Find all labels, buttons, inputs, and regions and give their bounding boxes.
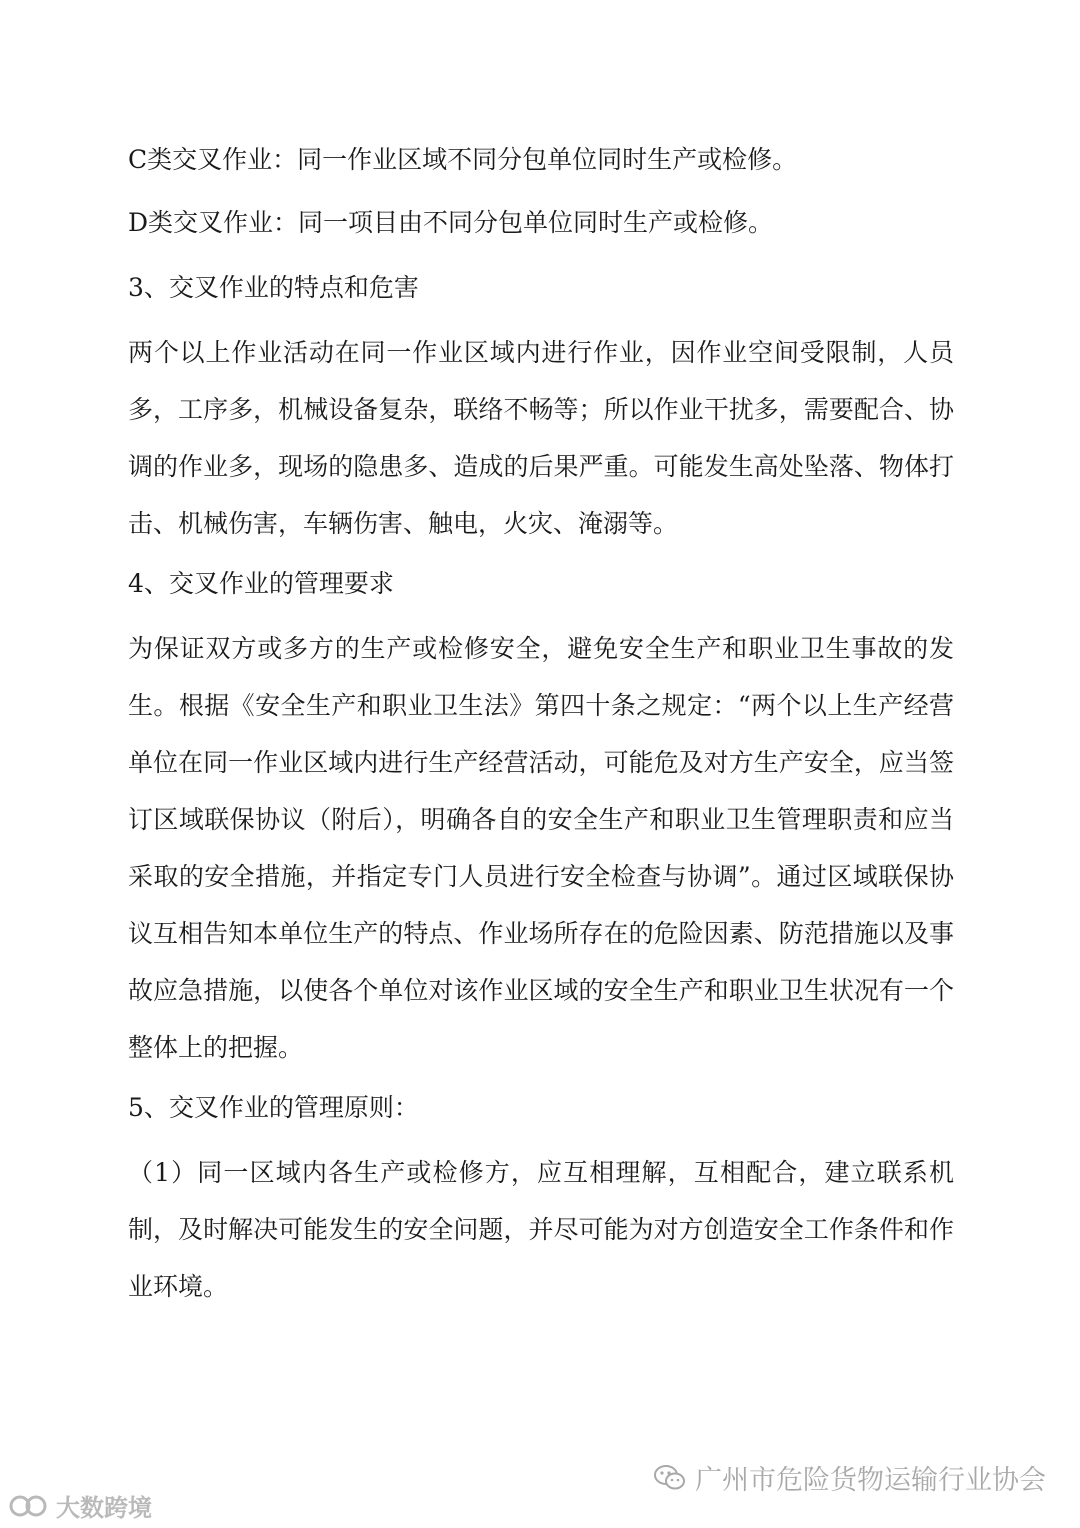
wechat-icon [653, 1461, 687, 1495]
footer-logo-text: 大数跨境 [56, 1494, 152, 1522]
paragraph-management-requirements: 为保证双方或多方的生产或检修安全，避免安全生产和职业卫生事故的发生。根据《安全生产和职业卫生法》第四十条之规定：“两个以上生产经营单位在同一作业区域内进行生产经营活动，可能危及对方生产安全，应当签订区域联保协议（附后），明确各自的安全生产和职业卫生管理职责和应当采取的安全措施，并指定专门人员进行安全检查与协调”。通过区域联保协议互相告知本单位生产的特点、作业场所存在的危险因素、防范措施以及事故应急措施，以使各个单位对该作业区域的安全生产和职业卫生状况有一个整体上的把握。 [128, 634, 954, 1062]
watermark [653, 1458, 1046, 1497]
heading-management-principles: 5、交叉作业的管理原则： [128, 1093, 419, 1122]
footer-logo [6, 1488, 152, 1523]
paragraph-hazards: 两个以上作业活动在同一作业区域内进行作业，因作业空间受限制，人员多，工序多，机械设备复杂，联络不畅等；所以作业干扰多，需要配合、协调的作业多，现场的隐患多、造成的后果严重。可能发生高处坠落、物体打击、机械伤害，车辆伤害、触电，火灾、淹溺等。 [128, 338, 954, 538]
line-class-c: C类交叉作业：同一作业区域不同分包单位同时生产或检修。 [128, 145, 798, 174]
watermark-text: 广州市危险货物运输行业协会 [695, 1465, 1046, 1496]
paragraph-principle-1: （1）同一区域内各生产或检修方，应互相理解，互相配合，建立联系机制，及时解决可能发生的安全问题，并尽可能为对方创造安全工作条件和作业环境。 [128, 1158, 954, 1301]
heading-management-requirements: 4、交叉作业的管理要求 [128, 569, 394, 598]
heading-hazards: 3、交叉作业的特点和危害 [128, 273, 419, 302]
logo-icon [6, 1491, 52, 1521]
line-class-d: D类交叉作业：同一项目由不同分包单位同时生产或检修。 [128, 208, 774, 237]
